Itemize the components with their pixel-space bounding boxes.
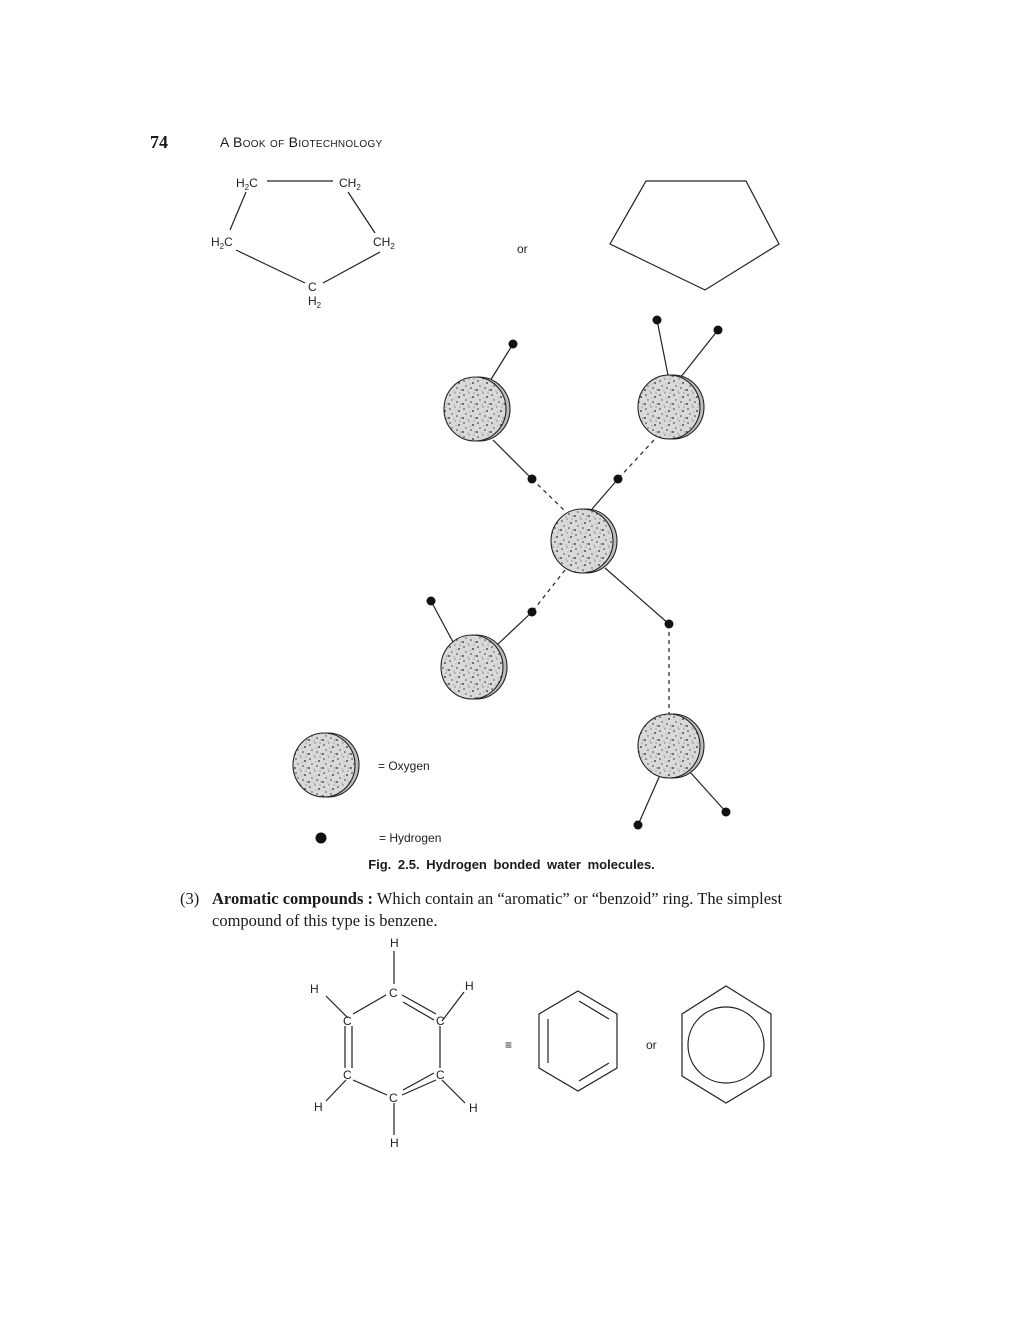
paragraph-text-line2: compound of this type is benzene.	[212, 911, 438, 930]
paragraph-heading: Aromatic compounds :	[212, 889, 374, 908]
oxygen-atoms	[293, 375, 704, 797]
benzene-h-upper-right: H	[465, 979, 474, 993]
benzene-c-bottom: C	[389, 1091, 398, 1105]
pentagon-skeletal	[610, 181, 779, 290]
legend-oxygen-label: = Oxygen	[378, 759, 430, 773]
oxygen-atom-bottom-right	[638, 714, 704, 778]
benzene-c-top: C	[389, 986, 398, 1000]
benzene-h-top: H	[390, 936, 399, 950]
cyclopentane-structure	[230, 181, 380, 283]
page-number: 74	[150, 132, 168, 152]
legend-oxygen-symbol	[293, 733, 359, 797]
benzene-c-upper-right: C	[436, 1014, 445, 1028]
benzene-c-lower-right: C	[436, 1068, 445, 1082]
atom-ch2-top: $CH_2$	[339, 176, 361, 192]
cyclopentane-labels	[211, 176, 395, 310]
atom-ch2-right: $CH_2$	[373, 235, 395, 251]
paragraph-text-line1: Which contain an “aromatic” or “benzoid” ring. The simplest	[373, 889, 783, 908]
oxygen-atom-top-left	[444, 377, 510, 441]
equivalence-symbol: ≡	[505, 1038, 513, 1052]
oxygen-atom-center	[551, 509, 617, 573]
paragraph-number: (3)	[180, 889, 200, 908]
atom-h2c-top: $H_2C$	[236, 176, 258, 192]
benzene-kekule-skeletal	[539, 991, 617, 1091]
figure-caption: Fig. 2.5. Hydrogen bonded water molecules.	[368, 857, 655, 872]
benzene-h-bottom: H	[390, 1136, 399, 1150]
atom-h2c-left: $H_2C$	[211, 235, 233, 251]
benzene-c-lower-left: C	[343, 1068, 352, 1082]
oxygen-atom-top-right	[638, 375, 704, 439]
atom-h2-bottom: $H_2$	[308, 294, 322, 310]
aromatic-compounds-paragraph	[180, 888, 880, 932]
legend-hydrogen-label: = Hydrogen	[379, 831, 442, 845]
benzene-h-upper-left: H	[310, 982, 319, 996]
oxygen-atom-bottom-left	[441, 635, 507, 699]
benzene-h-lower-right: H	[469, 1101, 478, 1115]
benzene-h-lower-left: H	[314, 1100, 323, 1114]
running-head: A Book of Biotechnology	[220, 134, 383, 150]
atom-c-bottom: C	[308, 280, 317, 294]
benzene-structure	[326, 951, 465, 1135]
benzene-c-upper-left: C	[343, 1014, 352, 1028]
or-label-cyclopentane: or	[517, 242, 528, 256]
benzene-aromatic-ring	[682, 986, 771, 1103]
legend-hydrogen-symbol	[316, 833, 327, 844]
or-label-benzene: or	[646, 1038, 657, 1052]
